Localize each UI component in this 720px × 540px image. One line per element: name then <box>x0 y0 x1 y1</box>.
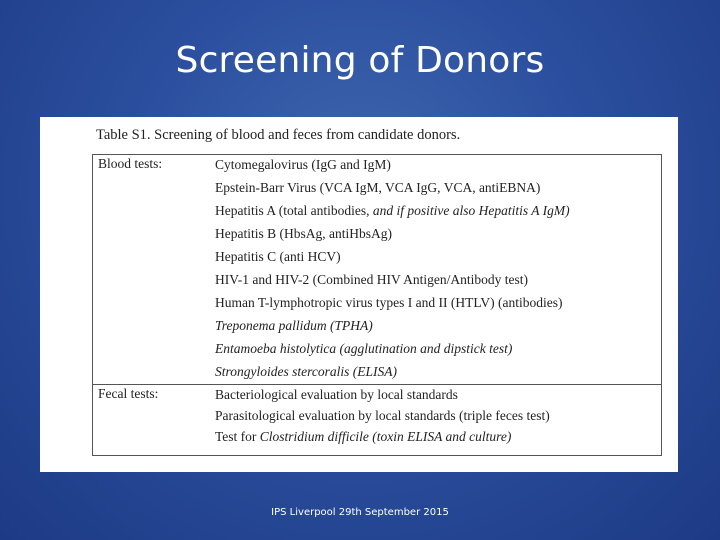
test-item: Hepatitis A (total antibodies, and if positive also Hepatitis A IgM) <box>215 203 570 218</box>
test-item: Parasitological evaluation by local standards (triple feces test) <box>215 408 550 423</box>
test-item: Strongyloides stercoralis (ELISA) <box>215 364 397 379</box>
slide-footer: IPS Liverpool 29th September 2015 <box>271 507 449 518</box>
test-item: Hepatitis C (anti HCV) <box>215 249 341 264</box>
fecal-tests-label: Fecal tests: <box>98 386 159 401</box>
test-item: Human T-lymphotropic virus types I and II (HTLV) (antibodies) <box>215 295 563 310</box>
test-item: Test for Clostridium difficile (toxin ELISA and culture) <box>215 429 512 444</box>
test-item: HIV-1 and HIV-2 (Combined HIV Antigen/Antibody test) <box>215 272 528 287</box>
blood-tests-section <box>93 155 661 385</box>
blood-tests-list <box>215 156 570 386</box>
table-caption: Table S1. Screening of blood and feces from candidate donors. <box>96 127 461 143</box>
table-image-panel <box>40 117 678 472</box>
test-item: Treponema pallidum (TPHA) <box>215 318 373 333</box>
blood-tests-label: Blood tests: <box>98 156 163 171</box>
slide-title: Screening of Donors <box>175 40 545 81</box>
test-item: Bacteriological evaluation by local standards <box>215 387 458 402</box>
test-item: Cytomegalovirus (IgG and IgM) <box>215 157 391 172</box>
test-item: Epstein-Barr Virus (VCA IgM, VCA IgG, VCA, antiEBNA) <box>215 180 541 195</box>
test-item: Entamoeba histolytica (agglutination and dipstick test) <box>215 341 513 356</box>
fecal-tests-list <box>215 386 550 449</box>
screening-table <box>92 154 662 456</box>
fecal-tests-section <box>93 385 661 455</box>
test-item: Hepatitis B (HbsAg, antiHbsAg) <box>215 226 392 241</box>
